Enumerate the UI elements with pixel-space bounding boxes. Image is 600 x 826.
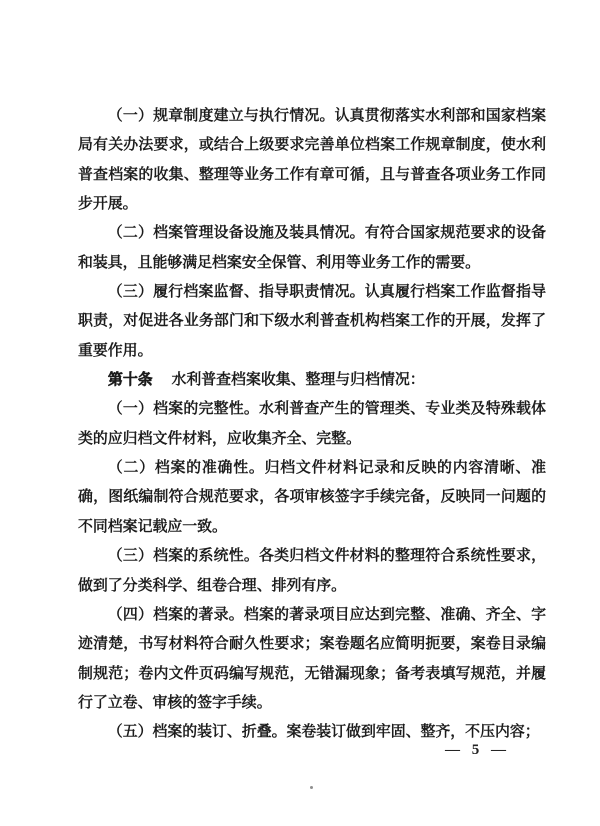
article-heading — [78, 366, 546, 395]
paragraph-cataloguing: （四）档案的著录。档案的著录项目应达到完整、准确、齐全、字迹清楚，书写材料符合耐久性要求；案卷题名应简明扼要，案卷目录编制规范；卷内文件页码编写规范，无错漏现象；备考表填写规范，并履行了立卷、审核的签字手续。 — [78, 606, 546, 711]
paragraph-binding-folding: （五）档案的装订、折叠。案卷装订做到牢固、整齐，不压内容； — [107, 724, 540, 741]
paragraph-supervision-duty: （三）履行档案监督、指导职责情况。认真履行档案工作监督指导职责，对促进各业务部门和下级水利普查机构档案工作的开展，发挥了重要作用。 — [78, 284, 546, 359]
paragraph-completeness: （一）档案的完整性。水利普查产生的管理类、专业类及特殊载体类的应归档文件材料，应收集齐全、完整。 — [78, 401, 546, 447]
paragraph-equipment-facilities: （二）档案管理设备设施及装具情况。有符合国家规范要求的设备和装具，且能够满足档案安全保管、利用等业务工作的需要。 — [78, 225, 546, 271]
document-body — [78, 102, 546, 748]
paragraph-accuracy: （二）档案的准确性。归档文件材料记录和反映的内容清晰、准确，图纸编制符合规范要求，各项审核签字手续完备，反映同一问题的不同档案记载应一致。 — [78, 460, 546, 535]
article-number: 第十条 — [107, 372, 153, 389]
article-title: 水利普查档案收集、整理与归档情况： — [171, 372, 425, 389]
paragraph-systematicness: （三）档案的系统性。各类归档文件材料的整理符合系统性要求，做到了分类科学、组卷合理、排列有序。 — [78, 548, 546, 594]
scan-speck — [310, 786, 313, 789]
page-number: — 5 — — [445, 742, 506, 758]
paragraph-rules-establishment: （一）规章制度建立与执行情况。认真贯彻落实水利部和国家档案局有关办法要求，或结合上级要求完善单位档案工作规章制度，使水利普查档案的收集、整理等业务工作有章可循，且与普查各项业务工作同步开展。 — [78, 108, 546, 213]
